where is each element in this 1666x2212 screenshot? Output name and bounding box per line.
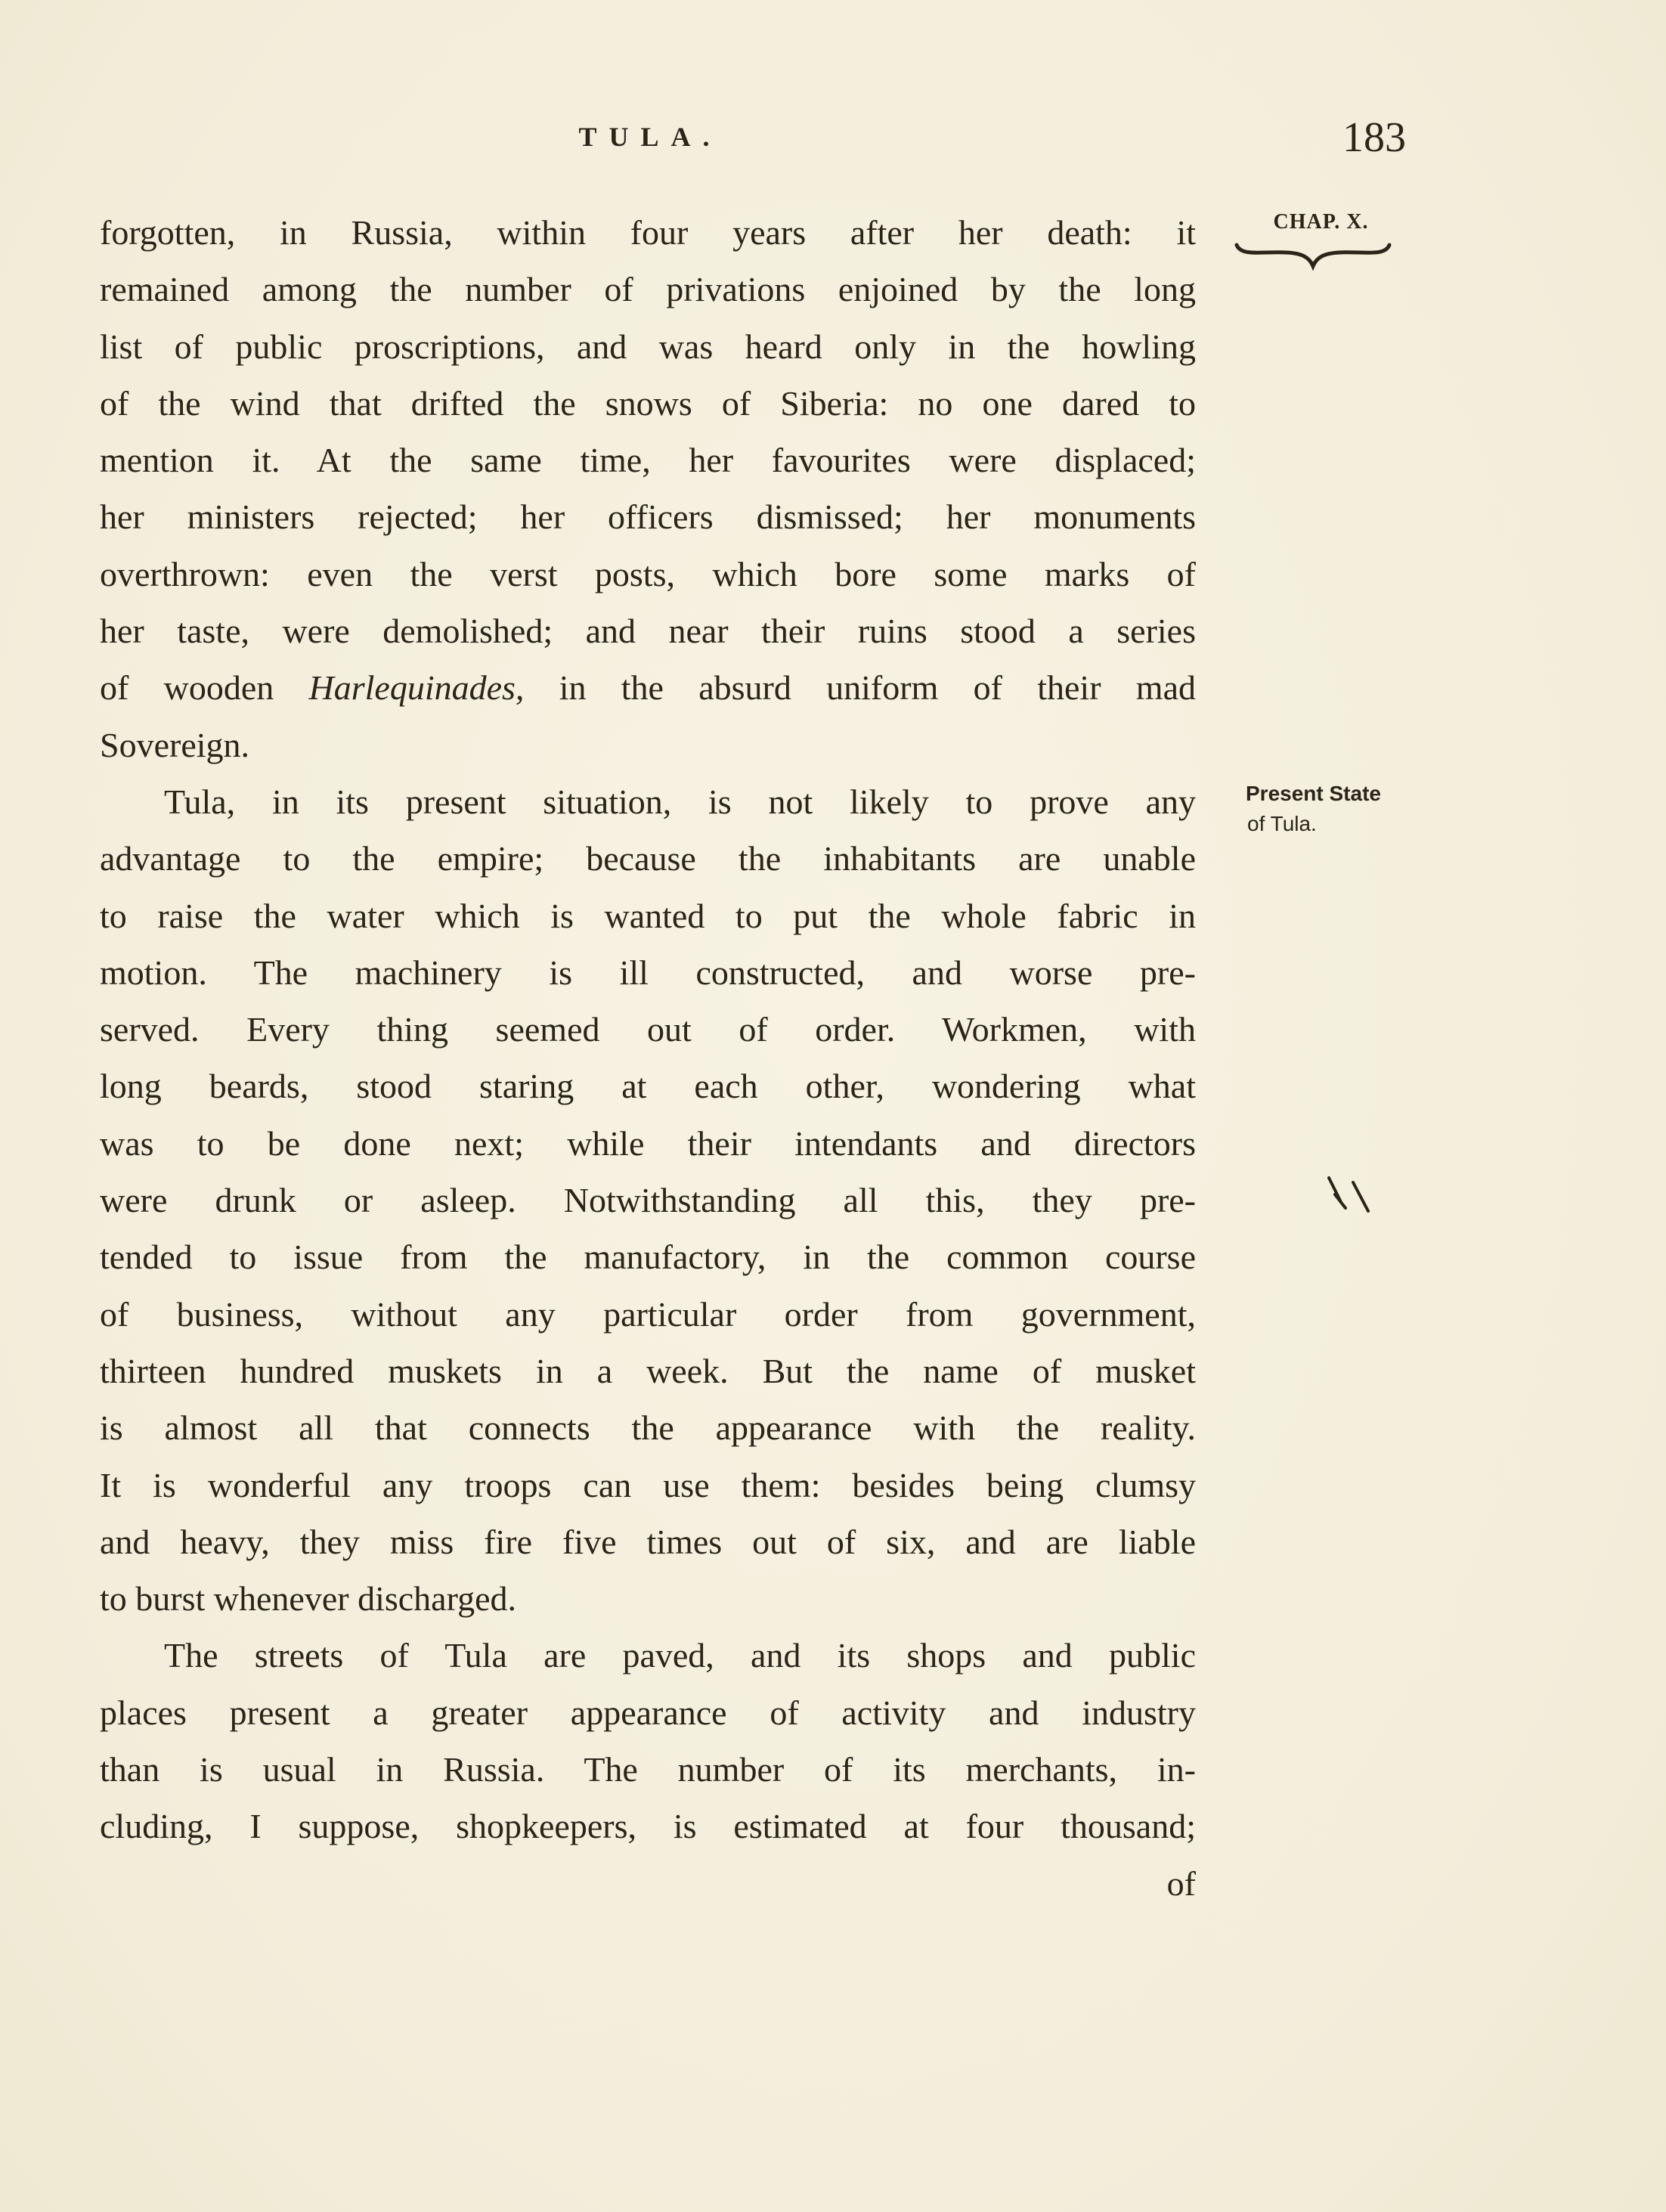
text-line: Tula, in its present situation, is not likely to prove any [164,782,1196,821]
text-line: forgotten, in Russia, within four years after her death: it [100,213,1196,252]
text-line: remained among the number of privations enjoined by the long [100,270,1196,309]
text-line: to raise the water which is wanted to put the whole fabric in [100,896,1196,935]
text-line: of business, without any particular order from government, [100,1294,1196,1334]
text-line: is almost all that connects the appearance with the reality. [100,1408,1196,1448]
ink-mark-icon [1324,1172,1377,1225]
curly-brace-ornament [1234,240,1392,271]
text-fragment: in the absurd uniform of their mad [524,668,1196,708]
text-line: to burst whenever discharged. [100,1579,516,1619]
margin-note [1246,779,1397,839]
text-line: her ministers rejected; her officers dismissed; her monuments [100,497,1196,537]
text-line: her taste, were demolished; and near their ruins stood a series [100,612,1196,651]
italic-word: Harlequinades, [308,668,525,708]
catchword: of [1166,1863,1196,1903]
text-line: mention it. At the same time, her favourites were displaced; [100,441,1196,480]
text-line: long beards, stood staring at each other, wondering what [100,1067,1196,1106]
text-line: of the wind that drifted the snows of Siberia: no one dared to [100,383,1196,423]
text-line: Sovereign. [100,725,250,764]
text-line: motion. The machinery is ill constructed, and worse pre- [100,953,1196,992]
text-line: than is usual in Russia. The number of its merchants, in- [100,1750,1196,1789]
text-line: was to be done next; while their intendants and directors [100,1123,1196,1163]
text-line: It is wonderful any troops can use them: besides being clumsy [100,1465,1196,1504]
text-line: advantage to the empire; because the inhabitants are unable [100,839,1196,878]
text-line: and heavy, they miss fire five times out of six, and are liable [100,1522,1196,1561]
chapter-marker: CHAP. X. [1273,210,1369,234]
text-line [100,659,1196,716]
text-fragment: of wooden [100,668,309,708]
text-line: cluding, I suppose, shopkeepers, is estimated at four thousand; [100,1807,1196,1846]
body-text [100,204,1196,1912]
text-line: places present a greater appearance of activity and industry [100,1693,1196,1732]
margin-note-line-2: of Tula. [1247,812,1317,835]
page-number: 183 [1342,114,1406,161]
text-line: thirteen hundred muskets in a week. But the name of musket [100,1351,1196,1390]
running-title: TULA. [578,122,722,152]
text-line: list of public proscriptions, and was heard only in the howling [100,327,1196,366]
text-line: were drunk or asleep. Notwithstanding all this, they pre- [100,1181,1196,1220]
text-line: tended to issue from the manufactory, in the common course [100,1238,1196,1277]
text-line: served. Every thing seemed out of order. Workmen, with [100,1010,1196,1049]
text-line: overthrown: even the verst posts, which bore some marks of [100,554,1196,593]
text-line: The streets of Tula are paved, and its shops and public [164,1636,1196,1675]
margin-note-line-1: Present State [1246,782,1381,805]
